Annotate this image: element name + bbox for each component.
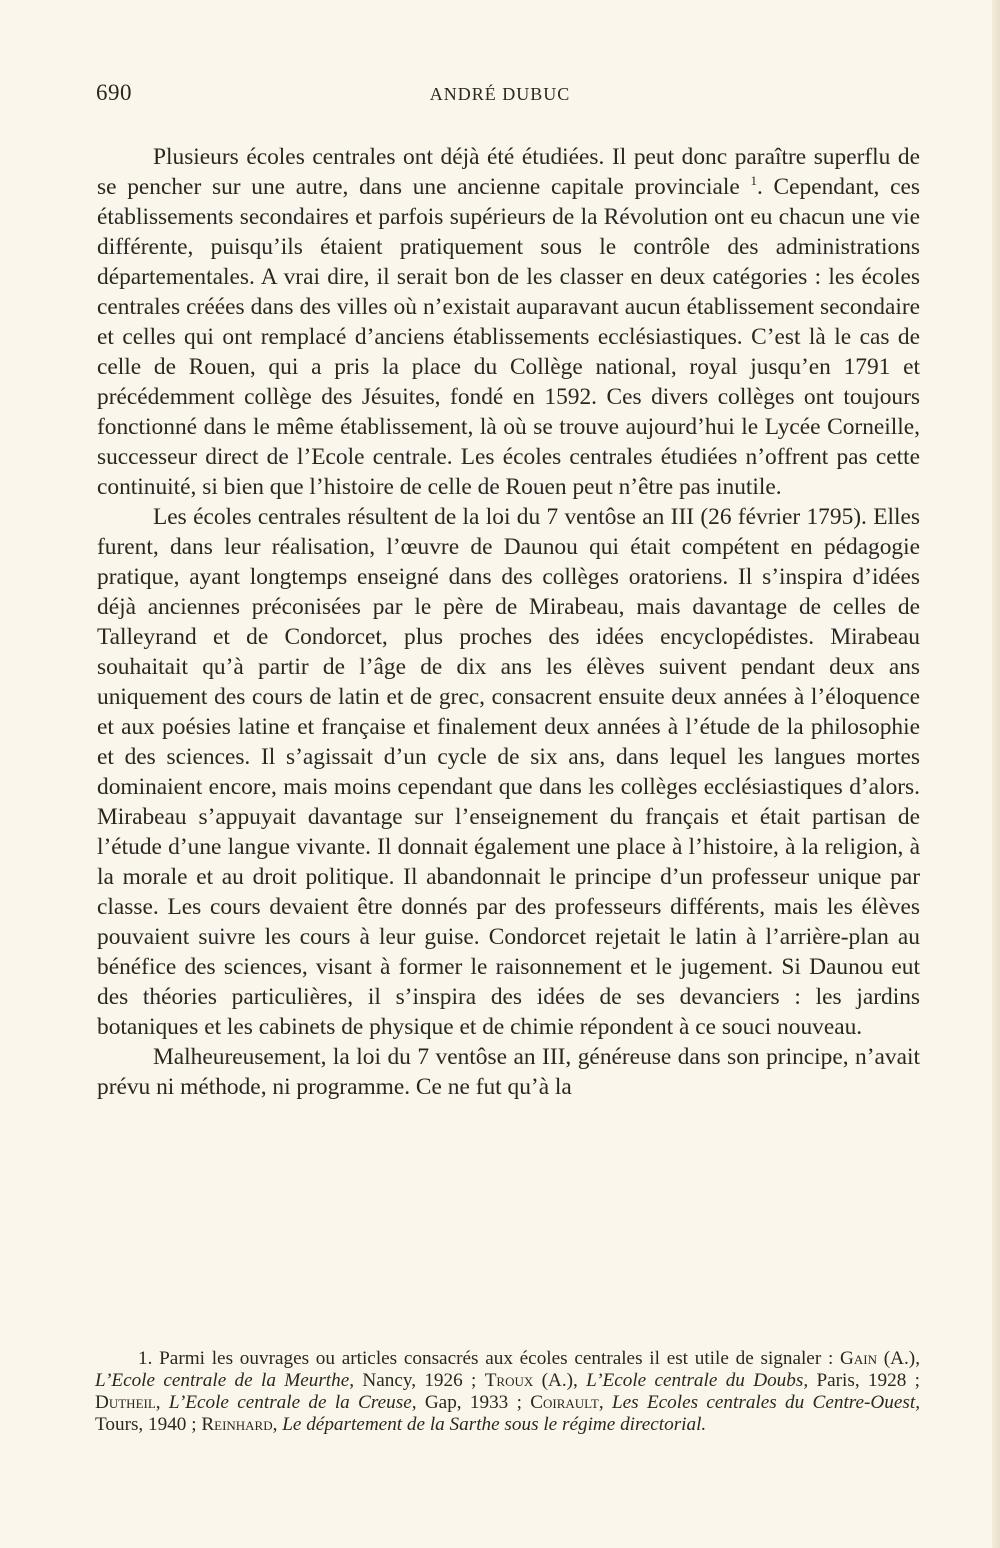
footnote-title: L’Ecole centrale de la Creuse, [160, 1392, 417, 1413]
paragraph-2: Les écoles centrales résultent de la loi du 7 ventôse an III (26 février 1795). Elles furent, dans leur réalisation, l’œuvre de Daunou qui était compétent en pédagogie pratique, ayant longtemps enseigné dans des collèges oratoriens. Il s’inspira d’idées déjà anciennes préconisées par le père de Mirabeau, mais davantage de celles de Talleyrand et de Condorcet, plus proches des idées encyclopédistes. Mirabeau souhaitait qu’à partir de l’âge de dix ans les élèves suivent pendant deux ans uniquement des cours de latin et de grec, consacrent ensuite deux années à l’éloquence et aux poésies latine et française et finalement deux années à l’étude de la philosophie et des sciences. Il s’agissait d’un cycle de six ans, dans lequel les langues mortes dominaient encore, mais moins cependant que dans les collèges ecclésiastiques d’alors. Mirabeau s’appuyait davantage sur l’enseignement du français et était partisan de l’étude d’une langue vivante. Il donnait également une place à l’histoire, à la religion, à la morale et au droit politique. Il abandonnait le principe d’un professeur unique par classe. Les cours devaient être donnés par des professeurs différents, mais les élèves pouvaient suivre les cours à leur guise. Condorcet rejetait le latin à l’arrière-plan au bénéfice des sciences, visant à former le raisonnement et le jugement. Si Daunou eut des théories particulières, il s’inspira des idées de ses devanciers : les jardins botaniques et les cabinets de physique et de chimie répondent à ce souci nouveau. [97, 504, 920, 1040]
footnote-publication: Paris, 1928 ; [808, 1370, 920, 1391]
paragraph-1-text-b: . Cependant, ces établissements secondaires et parfois supérieurs de la Révolution ont eu chacun une vie différente, puisqu’ils étaient pratiquement sous le contrôle des administrations départementales. A vrai dire, il serait bon de les classer en deux catégories : les écoles centrales créées dans des villes où n’existait auparavant aucun établissement secondaire et celles qui ont remplacé d’anciens établissements ecclésiastiques. C’est là le cas de celle de Rouen, qui a pris la place du Collège national, royal jusqu’en 1791 et précédemment collège des Jésuites, fondé en 1592. Ces divers collèges ont toujours fonctionné dans le même établissement, là où se trouve aujourd’hui le Lycée Corneille, successeur direct de l’Ecole centrale. Les écoles centrales étudiées n’offrent pas cette continuité, si bien que l’histoire de celle de Rouen peut n’être pas inutile. [97, 174, 920, 500]
footnote-author: Dutheil, [95, 1392, 161, 1413]
page-edge [992, 0, 1000, 1548]
running-head: ANDRÉ DUBUC [429, 84, 571, 104]
footnote-publication: Nancy, 1926 ; [354, 1370, 485, 1391]
paragraph-1 [97, 142, 920, 502]
footnote-title: Le département de la Sarthe sous le régime directorial. [277, 1414, 707, 1435]
footnote-title: Les Ecoles centrales du Centre-Ouest, [603, 1392, 920, 1413]
paragraph-3: Malheureusement, la loi du 7 ventôse an III, généreuse dans son principe, n’avait prévu ni méthode, ni programme. Ce ne fut qu’à la [97, 1044, 920, 1100]
paragraph-1-text-a: Plusieurs écoles centrales ont déjà été étudiées. Il peut donc paraître superflu de se pencher sur une autre, dans une ancienne capitale provinciale [97, 144, 920, 200]
footnote-author: Gain [840, 1348, 878, 1369]
footnote-title: L’Ecole centrale de la Meurthe, [95, 1370, 355, 1391]
footnote-author-initial: (A.), [877, 1348, 920, 1369]
footnote-1 [95, 1348, 920, 1436]
footnotes [95, 1348, 920, 1436]
footnote-title: L’Ecole centrale du Doubs, [586, 1370, 809, 1391]
footnote-author-initial: (A.), [533, 1370, 587, 1391]
footnote-publication: Gap, 1933 ; [416, 1392, 531, 1413]
footnote-publication: Tours, 1940 ; [95, 1414, 202, 1435]
footnote-author: Reinhard, [201, 1414, 278, 1435]
body-text [97, 142, 920, 1102]
footnote-intro: 1. Parmi les ouvrages ou articles consacrés aux écoles centrales il est utile de signaler : [138, 1348, 841, 1369]
footnote-author: Coirault, [530, 1392, 604, 1413]
page-number: 690 [96, 80, 132, 105]
footnote-author: Troux [484, 1370, 534, 1391]
footnote-reference: 1 [750, 173, 757, 189]
